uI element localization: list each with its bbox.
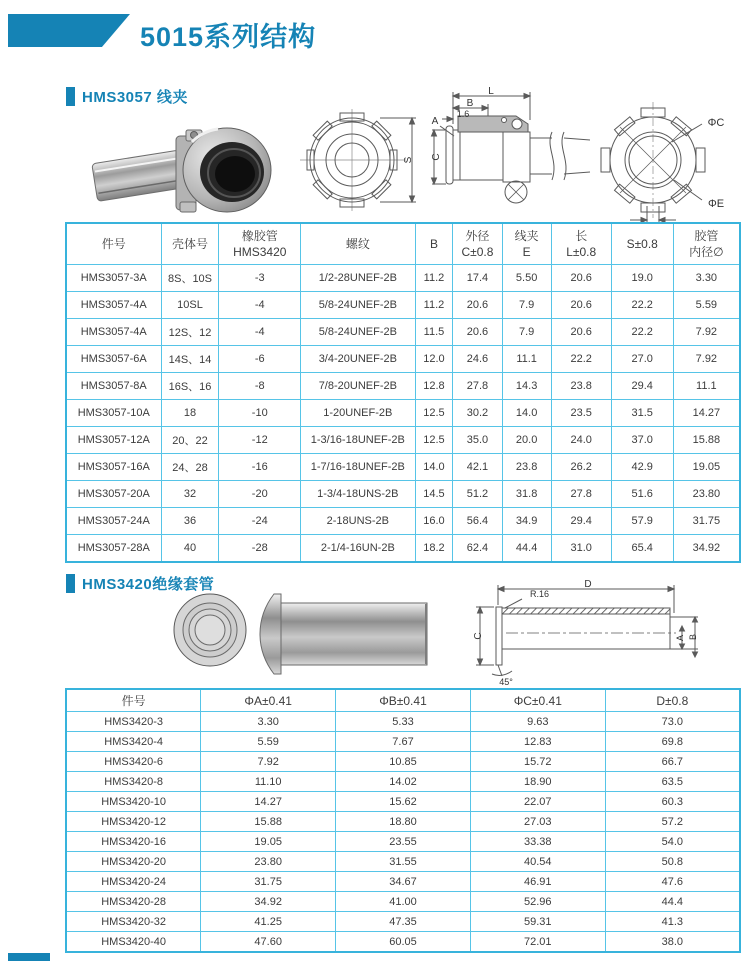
table-cell: 24.0 bbox=[551, 427, 611, 454]
table-cell: HMS3057-6A bbox=[66, 346, 161, 373]
table-cell: 1-3/16-18UNEF-2B bbox=[301, 427, 416, 454]
table-cell: 66.7 bbox=[605, 752, 740, 772]
table-cell: 12.8 bbox=[415, 373, 453, 400]
column-header: 壳体号 bbox=[161, 223, 219, 265]
table-cell: 20.6 bbox=[551, 319, 611, 346]
table-cell: HMS3057-28A bbox=[66, 535, 161, 563]
table-cell: 50.8 bbox=[605, 852, 740, 872]
table-cell: -10 bbox=[219, 400, 301, 427]
dim-label-b: B bbox=[688, 633, 698, 641]
section2-heading-label: HMS3420绝缘套管 bbox=[82, 576, 215, 593]
hms3057-spec-table bbox=[65, 222, 741, 563]
column-header: 橡胶管 HMS3420 bbox=[219, 223, 301, 265]
table-cell: 22.2 bbox=[611, 319, 673, 346]
table-cell: 3.30 bbox=[673, 265, 740, 292]
table-row bbox=[66, 732, 740, 752]
table-cell: HMS3420-28 bbox=[66, 892, 201, 912]
table-cell: 11.5 bbox=[415, 319, 453, 346]
table-cell: -20 bbox=[219, 481, 301, 508]
table-cell: 27.03 bbox=[470, 812, 605, 832]
table-cell: HMS3057-24A bbox=[66, 508, 161, 535]
table-cell: 34.9 bbox=[502, 508, 551, 535]
dim-label-c: C bbox=[431, 153, 442, 161]
table-cell: 23.55 bbox=[336, 832, 471, 852]
table-cell: HMS3420-32 bbox=[66, 912, 201, 932]
dim-label-phi-c: ΦC bbox=[707, 117, 725, 129]
table-cell: 27.8 bbox=[551, 481, 611, 508]
dim-label-a: A bbox=[431, 116, 439, 127]
table-cell: 8S、10S bbox=[161, 265, 219, 292]
table-cell: HMS3420-16 bbox=[66, 832, 201, 852]
table-cell: 12.0 bbox=[415, 346, 453, 373]
header-row bbox=[66, 689, 740, 712]
table-row bbox=[66, 772, 740, 792]
table-cell: 22.2 bbox=[611, 292, 673, 319]
table-row bbox=[66, 265, 740, 292]
table-cell: 14.27 bbox=[201, 792, 336, 812]
table-cell: 20.6 bbox=[551, 292, 611, 319]
table-cell: 3.30 bbox=[201, 712, 336, 732]
hms3420-spec-table bbox=[65, 688, 741, 953]
table-cell: 31.8 bbox=[502, 481, 551, 508]
table-cell: 63.5 bbox=[605, 772, 740, 792]
table-cell: 7.92 bbox=[673, 346, 740, 373]
table-cell: 31.55 bbox=[336, 852, 471, 872]
section2-heading bbox=[66, 573, 214, 594]
table-cell: 11.10 bbox=[201, 772, 336, 792]
table-cell: 11.1 bbox=[502, 346, 551, 373]
table-cell: HMS3420-24 bbox=[66, 872, 201, 892]
table-cell: 22.2 bbox=[551, 346, 611, 373]
table-cell: 56.4 bbox=[453, 508, 502, 535]
page-title: 5015系列结构 bbox=[140, 22, 317, 52]
table-cell: 24、28 bbox=[161, 454, 219, 481]
table-cell: 14S、14 bbox=[161, 346, 219, 373]
sleeve-side-view bbox=[250, 590, 435, 683]
table-cell: -4 bbox=[219, 319, 301, 346]
table-cell: HMS3420-6 bbox=[66, 752, 201, 772]
table-cell: -4 bbox=[219, 292, 301, 319]
table-row bbox=[66, 812, 740, 832]
table-cell: 19.05 bbox=[673, 454, 740, 481]
table-cell: 23.8 bbox=[502, 454, 551, 481]
table-cell: 27.0 bbox=[611, 346, 673, 373]
table-cell: 14.0 bbox=[502, 400, 551, 427]
dim-label-r16: R.16 bbox=[530, 589, 550, 599]
table-row bbox=[66, 872, 740, 892]
table-cell: HMS3057-4A bbox=[66, 292, 161, 319]
sleeve-dimension-drawing bbox=[468, 577, 712, 692]
table-cell: -6 bbox=[219, 346, 301, 373]
table-cell: 7.67 bbox=[336, 732, 471, 752]
table-cell: 18 bbox=[161, 400, 219, 427]
table-cell: 41.3 bbox=[605, 912, 740, 932]
table-cell: 10SL bbox=[161, 292, 219, 319]
table-cell: 23.80 bbox=[201, 852, 336, 872]
table-cell: 46.91 bbox=[470, 872, 605, 892]
table-cell: 37.0 bbox=[611, 427, 673, 454]
table-cell: 2-18UNS-2B bbox=[301, 508, 416, 535]
table-cell: 51.2 bbox=[453, 481, 502, 508]
dim-label-phi-e: ΦE bbox=[707, 198, 725, 210]
column-header: B bbox=[415, 223, 453, 265]
table-cell: 42.1 bbox=[453, 454, 502, 481]
table-cell: 57.2 bbox=[605, 812, 740, 832]
table-cell: -3 bbox=[219, 265, 301, 292]
table-cell: 72.01 bbox=[470, 932, 605, 953]
table-cell: 32 bbox=[161, 481, 219, 508]
table-cell: 7.92 bbox=[673, 319, 740, 346]
column-header: D±0.8 bbox=[605, 689, 740, 712]
table-cell: 1-3/4-18UNS-2B bbox=[301, 481, 416, 508]
table-cell: 7.92 bbox=[201, 752, 336, 772]
table-cell: HMS3420-8 bbox=[66, 772, 201, 792]
table-cell: 14.27 bbox=[673, 400, 740, 427]
table-row bbox=[66, 852, 740, 872]
table-cell: 1-20UNEF-2B bbox=[301, 400, 416, 427]
dim-label-1-6: 1.6 bbox=[456, 109, 470, 119]
table-row bbox=[66, 481, 740, 508]
table-cell: 20.0 bbox=[502, 427, 551, 454]
table-cell: 27.8 bbox=[453, 373, 502, 400]
dim-label-l: L bbox=[488, 86, 494, 97]
table-cell: 40.54 bbox=[470, 852, 605, 872]
table-cell: 31.0 bbox=[551, 535, 611, 563]
table-cell: 33.38 bbox=[470, 832, 605, 852]
table-cell: 20、22 bbox=[161, 427, 219, 454]
section1-heading-label: HMS3057 线夹 bbox=[82, 89, 188, 106]
table-cell: 26.2 bbox=[551, 454, 611, 481]
table-cell: 60.3 bbox=[605, 792, 740, 812]
dim-label-c: C bbox=[473, 632, 484, 640]
table-cell: 1/2-28UNEF-2B bbox=[301, 265, 416, 292]
table-cell: 15.72 bbox=[470, 752, 605, 772]
table-cell: 54.0 bbox=[605, 832, 740, 852]
table-cell: 14.5 bbox=[415, 481, 453, 508]
sleeve-end-view bbox=[172, 592, 248, 673]
table-cell: 2-1/4-16UN-2B bbox=[301, 535, 416, 563]
table-cell: 5.59 bbox=[201, 732, 336, 752]
table-cell: 51.6 bbox=[611, 481, 673, 508]
table-cell: 5.50 bbox=[502, 265, 551, 292]
table-cell: 11.2 bbox=[415, 265, 453, 292]
table-cell: -28 bbox=[219, 535, 301, 563]
table-row bbox=[66, 712, 740, 732]
table-cell: 36 bbox=[161, 508, 219, 535]
table-cell: HMS3420-10 bbox=[66, 792, 201, 812]
table-cell: 7.9 bbox=[502, 319, 551, 346]
column-header: ΦB±0.41 bbox=[336, 689, 471, 712]
table-cell: 9.63 bbox=[470, 712, 605, 732]
table-row bbox=[66, 892, 740, 912]
table-row bbox=[66, 346, 740, 373]
table-cell: 5.59 bbox=[673, 292, 740, 319]
table-cell: 41.25 bbox=[201, 912, 336, 932]
table-cell: 11.2 bbox=[415, 292, 453, 319]
table-row bbox=[66, 427, 740, 454]
table-cell: 14.02 bbox=[336, 772, 471, 792]
table-cell: 31.75 bbox=[673, 508, 740, 535]
table-cell: 17.4 bbox=[453, 265, 502, 292]
table-cell: 73.0 bbox=[605, 712, 740, 732]
column-header: S±0.8 bbox=[611, 223, 673, 265]
table-cell: 10.85 bbox=[336, 752, 471, 772]
table-cell: 44.4 bbox=[605, 892, 740, 912]
table-cell: 38.0 bbox=[605, 932, 740, 953]
dim-label-a: A bbox=[675, 634, 685, 642]
table-row bbox=[66, 373, 740, 400]
table-cell: 20.6 bbox=[551, 265, 611, 292]
table-cell: 20.6 bbox=[453, 292, 502, 319]
title-flag-shape bbox=[8, 14, 130, 47]
table-cell: 34.67 bbox=[336, 872, 471, 892]
table-cell: 47.35 bbox=[336, 912, 471, 932]
table-cell: -8 bbox=[219, 373, 301, 400]
table-cell: 18.2 bbox=[415, 535, 453, 563]
column-header: ΦC±0.41 bbox=[470, 689, 605, 712]
table-cell: 29.4 bbox=[611, 373, 673, 400]
table-row bbox=[66, 508, 740, 535]
column-header: 件号 bbox=[66, 223, 161, 265]
table-cell: HMS3420-4 bbox=[66, 732, 201, 752]
table-cell: 15.62 bbox=[336, 792, 471, 812]
table-cell: 34.92 bbox=[673, 535, 740, 563]
page-corner-marker bbox=[8, 953, 50, 961]
table-cell: 65.4 bbox=[611, 535, 673, 563]
table-cell: 22.07 bbox=[470, 792, 605, 812]
table-cell: HMS3057-3A bbox=[66, 265, 161, 292]
table-cell: 18.80 bbox=[336, 812, 471, 832]
table-cell: 12.83 bbox=[470, 732, 605, 752]
table-cell: 42.9 bbox=[611, 454, 673, 481]
table-cell: 15.88 bbox=[673, 427, 740, 454]
table-cell: 34.92 bbox=[201, 892, 336, 912]
table-cell: HMS3420-12 bbox=[66, 812, 201, 832]
column-header: ΦA±0.41 bbox=[201, 689, 336, 712]
header-row bbox=[66, 223, 740, 265]
table-cell: HMS3057-10A bbox=[66, 400, 161, 427]
table-row bbox=[66, 792, 740, 812]
table-cell: HMS3420-40 bbox=[66, 932, 201, 953]
dim-label-45deg: 45° bbox=[499, 677, 513, 687]
table-cell: 52.96 bbox=[470, 892, 605, 912]
table-row bbox=[66, 535, 740, 563]
table-cell: 23.8 bbox=[551, 373, 611, 400]
section-bullet-bar bbox=[66, 87, 75, 106]
table-cell: HMS3057-8A bbox=[66, 373, 161, 400]
table-cell: HMS3057-20A bbox=[66, 481, 161, 508]
table-cell: 31.75 bbox=[201, 872, 336, 892]
table-row bbox=[66, 932, 740, 953]
column-header: 线夹 E bbox=[502, 223, 551, 265]
table-cell: 19.0 bbox=[611, 265, 673, 292]
table-row bbox=[66, 292, 740, 319]
table-cell: 60.05 bbox=[336, 932, 471, 953]
table-cell: 57.9 bbox=[611, 508, 673, 535]
column-header: 长 L±0.8 bbox=[551, 223, 611, 265]
table-cell: 40 bbox=[161, 535, 219, 563]
table-cell: 69.8 bbox=[605, 732, 740, 752]
table-cell: 16S、16 bbox=[161, 373, 219, 400]
side-view-drawing bbox=[428, 86, 596, 225]
dim-label-s: S bbox=[403, 156, 414, 164]
column-header: 外径 C±0.8 bbox=[453, 223, 502, 265]
table-cell: 5/8-24UNEF-2B bbox=[301, 319, 416, 346]
table-cell: 7.9 bbox=[502, 292, 551, 319]
table-cell: 44.4 bbox=[502, 535, 551, 563]
table-cell: 14.0 bbox=[415, 454, 453, 481]
table-cell: -24 bbox=[219, 508, 301, 535]
section-bullet-bar bbox=[66, 574, 75, 593]
table-cell: HMS3057-16A bbox=[66, 454, 161, 481]
column-header: 螺纹 bbox=[301, 223, 416, 265]
table-cell: 19.05 bbox=[201, 832, 336, 852]
table-cell: 23.80 bbox=[673, 481, 740, 508]
dim-label-b: B bbox=[466, 98, 474, 109]
dim-label-d: D bbox=[584, 579, 592, 590]
table-cell: HMS3057-12A bbox=[66, 427, 161, 454]
table-cell: 12S、12 bbox=[161, 319, 219, 346]
table-cell: 12.5 bbox=[415, 400, 453, 427]
table-cell: 47.6 bbox=[605, 872, 740, 892]
front-view-drawing bbox=[298, 107, 422, 218]
table-cell: 1-7/16-18UNEF-2B bbox=[301, 454, 416, 481]
table-cell: 20.6 bbox=[453, 319, 502, 346]
table-cell: 47.60 bbox=[201, 932, 336, 953]
table-cell: 15.88 bbox=[201, 812, 336, 832]
table-cell: 11.1 bbox=[673, 373, 740, 400]
rear-view-drawing bbox=[590, 100, 745, 235]
table-cell: 35.0 bbox=[453, 427, 502, 454]
table-row bbox=[66, 454, 740, 481]
table-cell: 62.4 bbox=[453, 535, 502, 563]
table-cell: HMS3420-20 bbox=[66, 852, 201, 872]
table-cell: -12 bbox=[219, 427, 301, 454]
table-row bbox=[66, 832, 740, 852]
table-cell: -16 bbox=[219, 454, 301, 481]
table-cell: 59.31 bbox=[470, 912, 605, 932]
table-cell: HMS3420-3 bbox=[66, 712, 201, 732]
table-cell: 24.6 bbox=[453, 346, 502, 373]
column-header: 胶管 内径∅ bbox=[673, 223, 740, 265]
table-cell: 31.5 bbox=[611, 400, 673, 427]
table-cell: 18.90 bbox=[470, 772, 605, 792]
section1-heading bbox=[66, 86, 188, 107]
table-row bbox=[66, 912, 740, 932]
column-header: 件号 bbox=[66, 689, 201, 712]
table-row bbox=[66, 400, 740, 427]
table-cell: 3/4-20UNEF-2B bbox=[301, 346, 416, 373]
table-cell: 7/8-20UNEF-2B bbox=[301, 373, 416, 400]
table-cell: 30.2 bbox=[453, 400, 502, 427]
table-cell: 5.33 bbox=[336, 712, 471, 732]
table-cell: 23.5 bbox=[551, 400, 611, 427]
clamp-photo bbox=[88, 112, 272, 219]
table-cell: 16.0 bbox=[415, 508, 453, 535]
table-cell: 14.3 bbox=[502, 373, 551, 400]
table-cell: HMS3057-4A bbox=[66, 319, 161, 346]
table-cell: 29.4 bbox=[551, 508, 611, 535]
table-cell: 41.00 bbox=[336, 892, 471, 912]
table-row bbox=[66, 319, 740, 346]
table-cell: 5/8-24UNEF-2B bbox=[301, 292, 416, 319]
table-cell: 12.5 bbox=[415, 427, 453, 454]
table-row bbox=[66, 752, 740, 772]
